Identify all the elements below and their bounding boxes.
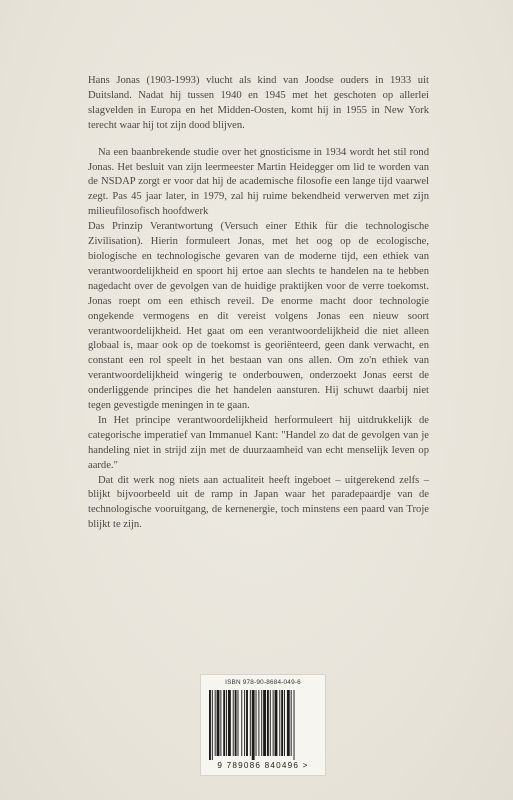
- ean-digits: 9 789086 840496 >: [217, 761, 309, 770]
- barcode-bar: [281, 690, 283, 756]
- barcode-bar: [246, 690, 248, 756]
- barcode-bar: [235, 690, 237, 756]
- barcode-bar: [241, 690, 242, 756]
- barcode-bar: [273, 690, 274, 756]
- barcode-bar: [228, 690, 231, 756]
- blurb-text: [88, 74, 429, 533]
- barcode-bar: [238, 690, 239, 756]
- barcode-bar: [244, 690, 245, 756]
- barcode-bar: [258, 690, 259, 756]
- barcode-bar: [223, 690, 225, 756]
- blurb-paragraph-3: Das Prinzip Verantwortung (Versuch einer Ethik für die technologische Zivilisation). Hierin formuleert Jonas, met het oog op de ecologische, biologische en technologische gevaren van de moderne tijd, een ethiek van verantwoordelijkheid en spoort hij ertoe aan slechts te handelen na te hebben nagedacht over de gevolgen van de huidige praktijken voor de verre toekomst. Jonas roept om een ethisch reveil. De enorme macht door technologie ongekende vermogens en dit vereist volgens Jonas een nieuw soort verantwoordelijkheid. Het gaat om een verantwoordelijkheid die niet alleen globaal is, maar ook op de toekomst is georiënteerd, geen dank verwacht, en constant een rol speelt in het bestaan van ons allen. Om zo'n ethiek van verantwoordelijkheid wingerig te onderbouwen, onderzoekt Jonas eerst de onderliggende principes die het handelen aansturen. Hij schuwt daarbij niet tegen gevestigde meningen in te gaan.: [88, 221, 429, 412]
- barcode-bar: [220, 690, 221, 756]
- blurb-paragraph-4: In Het principe verantwoordelijkheid herformuleert hij uitdrukkelijk de categorische imperatief van Immanuel Kant: "Handel zo dat de gevolgen van je handeling niet in strijd zijn met de duurzaamheid van echt menselijk leven op aarde.": [88, 414, 429, 471]
- barcode-bar: [226, 690, 227, 756]
- isbn-barcode: [200, 674, 326, 776]
- blurb-paragraph-5: Dat dit werk nog niets aan actualiteit heeft ingeboet – uitgerekend zelfs – blijkt bijvoorbeeld uit de ramp in Japan waar het paradepaardje van de technologische vooruitgang, de kernenergie, toch minstens een paard van Troje blijkt te zijn.: [88, 474, 429, 531]
- blurb-paragraph-2: Na een baanbrekende studie over het gnosticisme in 1934 wordt het stil rond Jonas. Het besluit van zijn leermeester Martin Heidegger om lid te worden van de NSDAP zorgt er voor dat hij de academische filosofie een lange tijd vaarwel zegt. Pas 45 jaar later, in 1979, zal hij ruime bekendheid verwerven met zijn milieufilosofisch hoofdwerk: [88, 146, 429, 218]
- barcode-bar: [294, 690, 295, 760]
- barcode-bar: [291, 690, 292, 756]
- barcode-bar: [217, 690, 220, 756]
- barcode-bar: [250, 690, 251, 756]
- barcode-bar: [233, 690, 234, 756]
- barcode-bar: [209, 690, 211, 760]
- barcode-bar: [212, 690, 213, 760]
- barcode-bar: [279, 690, 280, 756]
- barcode-bar: [270, 690, 271, 756]
- barcode-bar: [252, 690, 255, 760]
- blurb-paragraph-1: Hans Jonas (1903-1993) vlucht als kind van Joodse ouders in 1933 uit Duitsland. Nadat hij tussen 1940 en 1945 met het geschoten op allerlei slagvelden in Europa en het Midden-Oosten, komt hij in 1955 in New York terecht waar hij tot zijn dood blijven.: [88, 75, 429, 131]
- barcode-bar: [261, 690, 262, 756]
- barcode-bar: [284, 690, 285, 756]
- barcode-icon: [207, 690, 319, 760]
- isbn-label: ISBN 978-90-8684-049-6: [225, 679, 301, 686]
- barcode-bar: [287, 690, 290, 756]
- barcode-bar: [267, 690, 269, 756]
- barcode-bar: [256, 690, 257, 756]
- barcode-bar: [215, 690, 216, 756]
- barcode-bar: [263, 690, 266, 756]
- barcode-bar: [275, 690, 278, 756]
